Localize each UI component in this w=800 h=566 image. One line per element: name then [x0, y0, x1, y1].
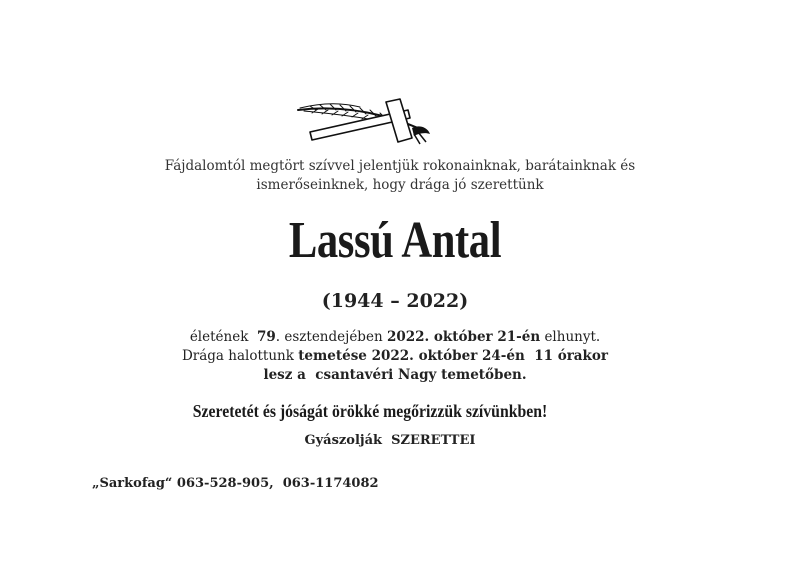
details-line-1-prefix: életének: [189, 329, 257, 345]
details-line-1-mid: . esztendejében: [275, 329, 387, 345]
details-line-2: [0, 347, 790, 366]
deceased-years: (1944 – 2022): [321, 290, 469, 312]
intro-line-2: ismerőseinknek, hogy drága jó szerettünk: [256, 177, 544, 193]
cross-with-palm-branch-icon: [290, 98, 440, 146]
intro-text: [0, 157, 800, 195]
funeral-date: temetése 2022. október 24-én 11 órakor: [298, 348, 609, 364]
funeral-location: lesz a csantavéri Nagy temetőben.: [263, 367, 527, 383]
tribute-text: Szeretetét és jóságát örökké megőrizzük szívünkben!: [192, 401, 548, 421]
details-line-1-suffix: elhunyt.: [540, 329, 601, 345]
death-date: 2022. október 21-én: [386, 329, 541, 345]
funeral-home-contact: „Sarkofag“ 063-528-905, 063-1174082: [92, 476, 379, 491]
death-details: [0, 328, 790, 385]
deceased-name: Lassú Antal: [288, 212, 502, 269]
age-value: 79: [256, 329, 276, 345]
details-line-1: [0, 328, 790, 347]
mourners-text: Gyászolják SZERETTEI: [304, 433, 476, 448]
details-line-3: [0, 366, 790, 385]
details-line-2-prefix: Drága halottunk: [181, 348, 299, 364]
intro-line-1: Fájdalomtól megtört szívvel jelentjük rokonainknak, barátainknak és: [164, 158, 636, 174]
